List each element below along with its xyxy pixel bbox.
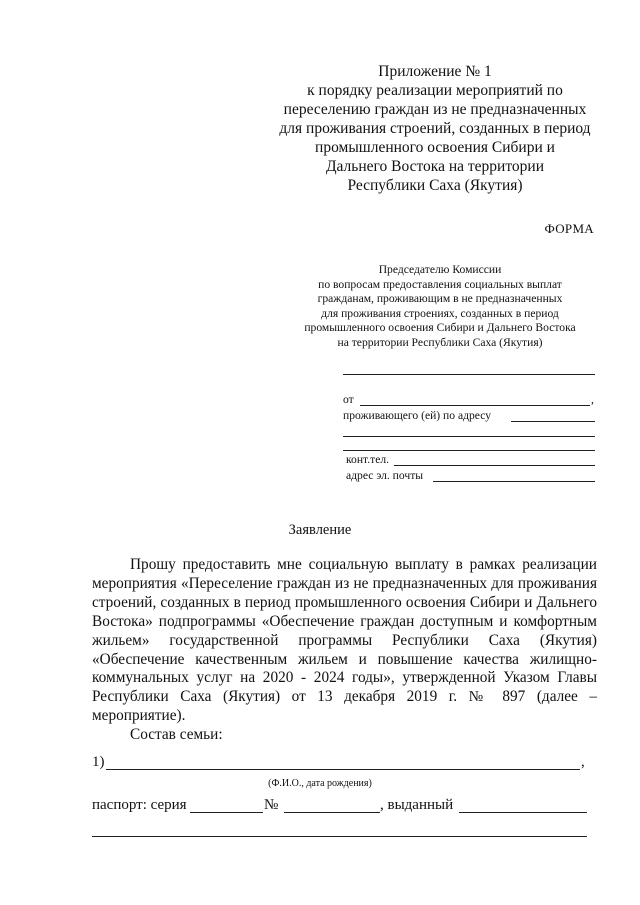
family-label: Состав семьи:: [130, 726, 223, 744]
email-label: адрес эл. почты: [346, 469, 424, 482]
addressee-line: на территории Республики Саха (Якутия): [337, 335, 543, 349]
email-line[interactable]: [433, 481, 595, 482]
passport-issued-line[interactable]: [459, 812, 587, 813]
annex-line: к порядку реализации мероприятий по: [307, 82, 563, 99]
passport-issued-label: , выданный: [380, 797, 454, 813]
form-label: ФОРМА: [544, 221, 594, 236]
family-member-line[interactable]: [106, 769, 580, 770]
phone-line[interactable]: [394, 465, 595, 466]
phone-label: конт.тел.: [346, 453, 390, 466]
annex-header: [270, 62, 600, 195]
annex-line: Дальнего Востока на территории: [325, 158, 545, 175]
family-member-caption: (Ф.И.О., дата рождения): [268, 778, 372, 789]
addressee-name-line[interactable]: [343, 374, 595, 375]
addressee-line: для проживания строениях, созданных в период: [321, 306, 559, 320]
from-label: от: [343, 393, 354, 406]
document-title: Заявление: [288, 522, 352, 538]
from-comma: ,: [591, 393, 594, 406]
family-item-number: 1): [92, 754, 105, 770]
address-line-3[interactable]: [343, 450, 595, 451]
family-item-comma: ,: [581, 754, 585, 770]
addressee-line: Председателю Комиссии: [378, 263, 502, 276]
addressee-line: гражданам, проживающим в не предназначенных: [317, 292, 563, 306]
passport-series-label: паспорт: серия: [92, 797, 187, 813]
addressee-block: [283, 263, 597, 351]
annex-line: Приложение № 1: [378, 63, 492, 80]
passport-series-line[interactable]: [190, 812, 263, 813]
addressee-line: промышленного освоения Сибири и Дальнего Востока: [304, 321, 576, 335]
address-label: проживающего (ей) по адресу: [343, 409, 492, 422]
passport-number-line[interactable]: [284, 812, 380, 813]
annex-line: Республики Саха (Якутия): [347, 177, 523, 194]
passport-issued-continuation-line[interactable]: [92, 836, 587, 837]
annex-line: промышленного освоения Сибири и: [315, 139, 555, 156]
address-line-1[interactable]: [511, 421, 595, 422]
passport-number-label: №: [264, 797, 279, 813]
addressee-line: по вопросам предоставления социальных выплат: [318, 277, 562, 291]
annex-line: переселению граждан из не предназначенных: [283, 101, 587, 118]
application-paragraph: Прошу предоставить мне социальную выплату в рамках реализации мероприятия «Переселение граждан из не предназначенных для проживания строений, созданных в период промышленного освоения Сибири и Дальнего Востока» подпрограммы «Обеспечение граждан доступным и комфортным жильем» государственной программы Республики Саха (Якутия) «Обеспечение качественным жильем и повышение качества жилищно-коммунальных услуг на 2020 - 2024 годы», утвержденной Указом Главы Республики Саха (Якутия) от 13 декабря 2019 г. № 897 (далее – мероприятие).: [92, 556, 597, 725]
from-name-line[interactable]: [360, 405, 590, 406]
application-body: [92, 556, 597, 745]
annex-line: для проживания строений, созданных в период: [279, 120, 591, 137]
address-line-2[interactable]: [343, 436, 595, 437]
